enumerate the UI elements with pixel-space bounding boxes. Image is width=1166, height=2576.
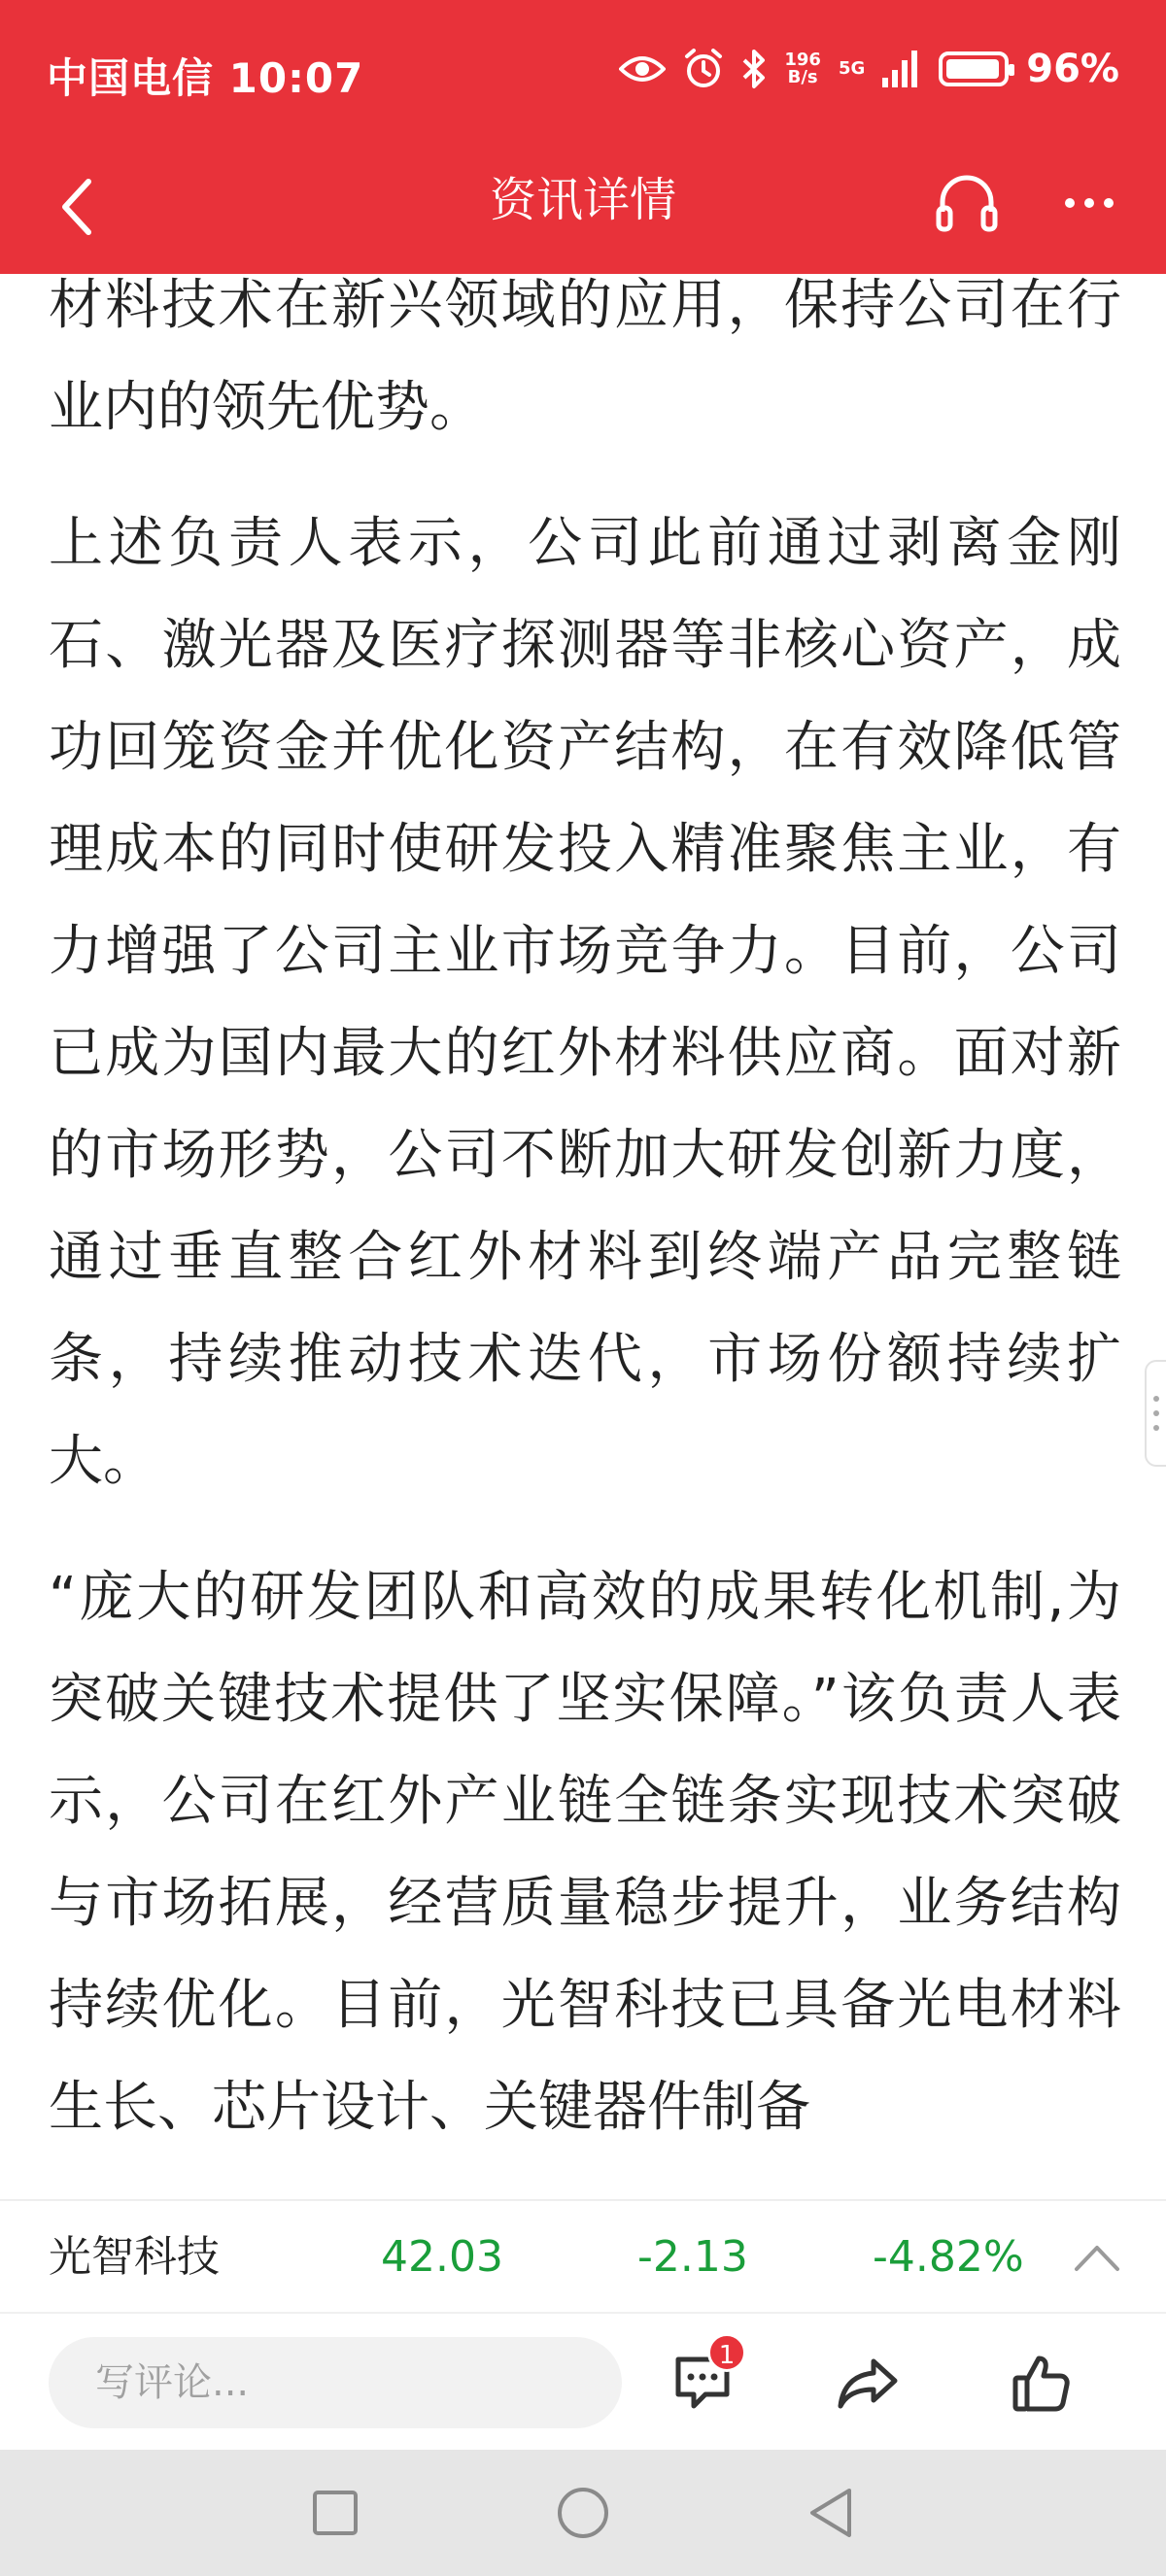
headphones-icon <box>933 169 1001 237</box>
more-dot <box>1104 198 1114 208</box>
status-bar <box>0 0 1166 146</box>
recent-apps-icon <box>311 2489 360 2537</box>
signal-label <box>839 60 865 78</box>
like-button[interactable] <box>1001 2343 1080 2423</box>
net-speed <box>784 51 821 86</box>
handle-dot <box>1153 1425 1159 1431</box>
nav-back-button[interactable] <box>797 2479 865 2547</box>
battery-percent: 96% <box>1026 47 1119 91</box>
comments-button[interactable] <box>663 2343 742 2423</box>
eye-icon <box>619 53 666 85</box>
battery-icon <box>939 51 1009 86</box>
alarm-icon <box>683 49 724 89</box>
article-paragraph: 材料技术在新兴领域的应用，保持公司在行业内的领先优势。 <box>49 274 1121 439</box>
comment-bar <box>0 2312 1166 2450</box>
status-icons <box>619 47 1119 91</box>
handle-dot <box>1153 1396 1159 1402</box>
bluetooth-icon <box>741 49 767 89</box>
carrier-time: 中国电信 10:07 <box>47 54 364 102</box>
stock-price: 42.03 <box>381 2232 503 2282</box>
audio-button[interactable] <box>933 169 1001 237</box>
system-nav-bar <box>0 2450 1166 2576</box>
article-paragraph: “庞大的研发团队和高效的成果转化机制,为突破关键技术提供了坚实保障。”该负责人表示，公司在红外产业链全链条实现技术突破与市场拓展，经营质量稳步提升，业务结构持续优化。目前，光智科技已具备光电材料生长、芯片设计、关键器件制备 <box>49 1566 1121 2139</box>
handle-dot <box>1153 1410 1159 1416</box>
side-drawer-handle[interactable] <box>1145 1360 1166 1467</box>
more-dot <box>1084 198 1094 208</box>
net-speed-value: 196 <box>784 50 821 70</box>
article-paragraph: 上述负责人表示，公司此前通过剥离金刚石、激光器及医疗探测器等非核心资产，成功回笼资金并优化资产结构，在有效降低管理成本的同时使研发投入精准聚焦主业，有力增强了公司主业市场竞争力。目前，公司已成为国内最大的红外材料供应商。面对新的市场形势，公司不断加大研发创新力度，通过垂直整合红外材料到终端产品完整链条，持续推动技术迭代，市场份额持续扩大。 <box>49 512 1121 1493</box>
back-triangle-icon <box>806 2487 855 2539</box>
signal-type: 5G <box>838 58 866 79</box>
net-speed-unit: B/s <box>787 67 818 87</box>
stock-change: -2.13 <box>637 2232 748 2282</box>
battery-fill <box>946 59 999 79</box>
home-icon <box>556 2486 610 2540</box>
more-dot <box>1065 198 1075 208</box>
more-button[interactable] <box>1055 169 1123 237</box>
stock-bar[interactable] <box>0 2199 1166 2312</box>
share-button[interactable] <box>828 2343 908 2423</box>
signal-icon <box>882 51 921 87</box>
article-body <box>49 254 1121 2192</box>
thumbs-up-icon <box>1012 2353 1070 2413</box>
recent-apps-button[interactable] <box>301 2479 369 2547</box>
top-bar <box>0 0 1166 274</box>
comment-input[interactable] <box>49 2337 622 2428</box>
share-icon <box>837 2356 899 2410</box>
page-header <box>0 146 1166 274</box>
home-button[interactable] <box>549 2479 617 2547</box>
stock-name[interactable]: 光智科技 <box>49 2232 220 2282</box>
chevron-up-icon[interactable] <box>1071 2232 1123 2285</box>
comment-count-badge: 1 <box>707 2333 746 2372</box>
page-title: 资讯详情 <box>489 173 676 227</box>
stock-change-pct: -4.82% <box>873 2232 1024 2282</box>
